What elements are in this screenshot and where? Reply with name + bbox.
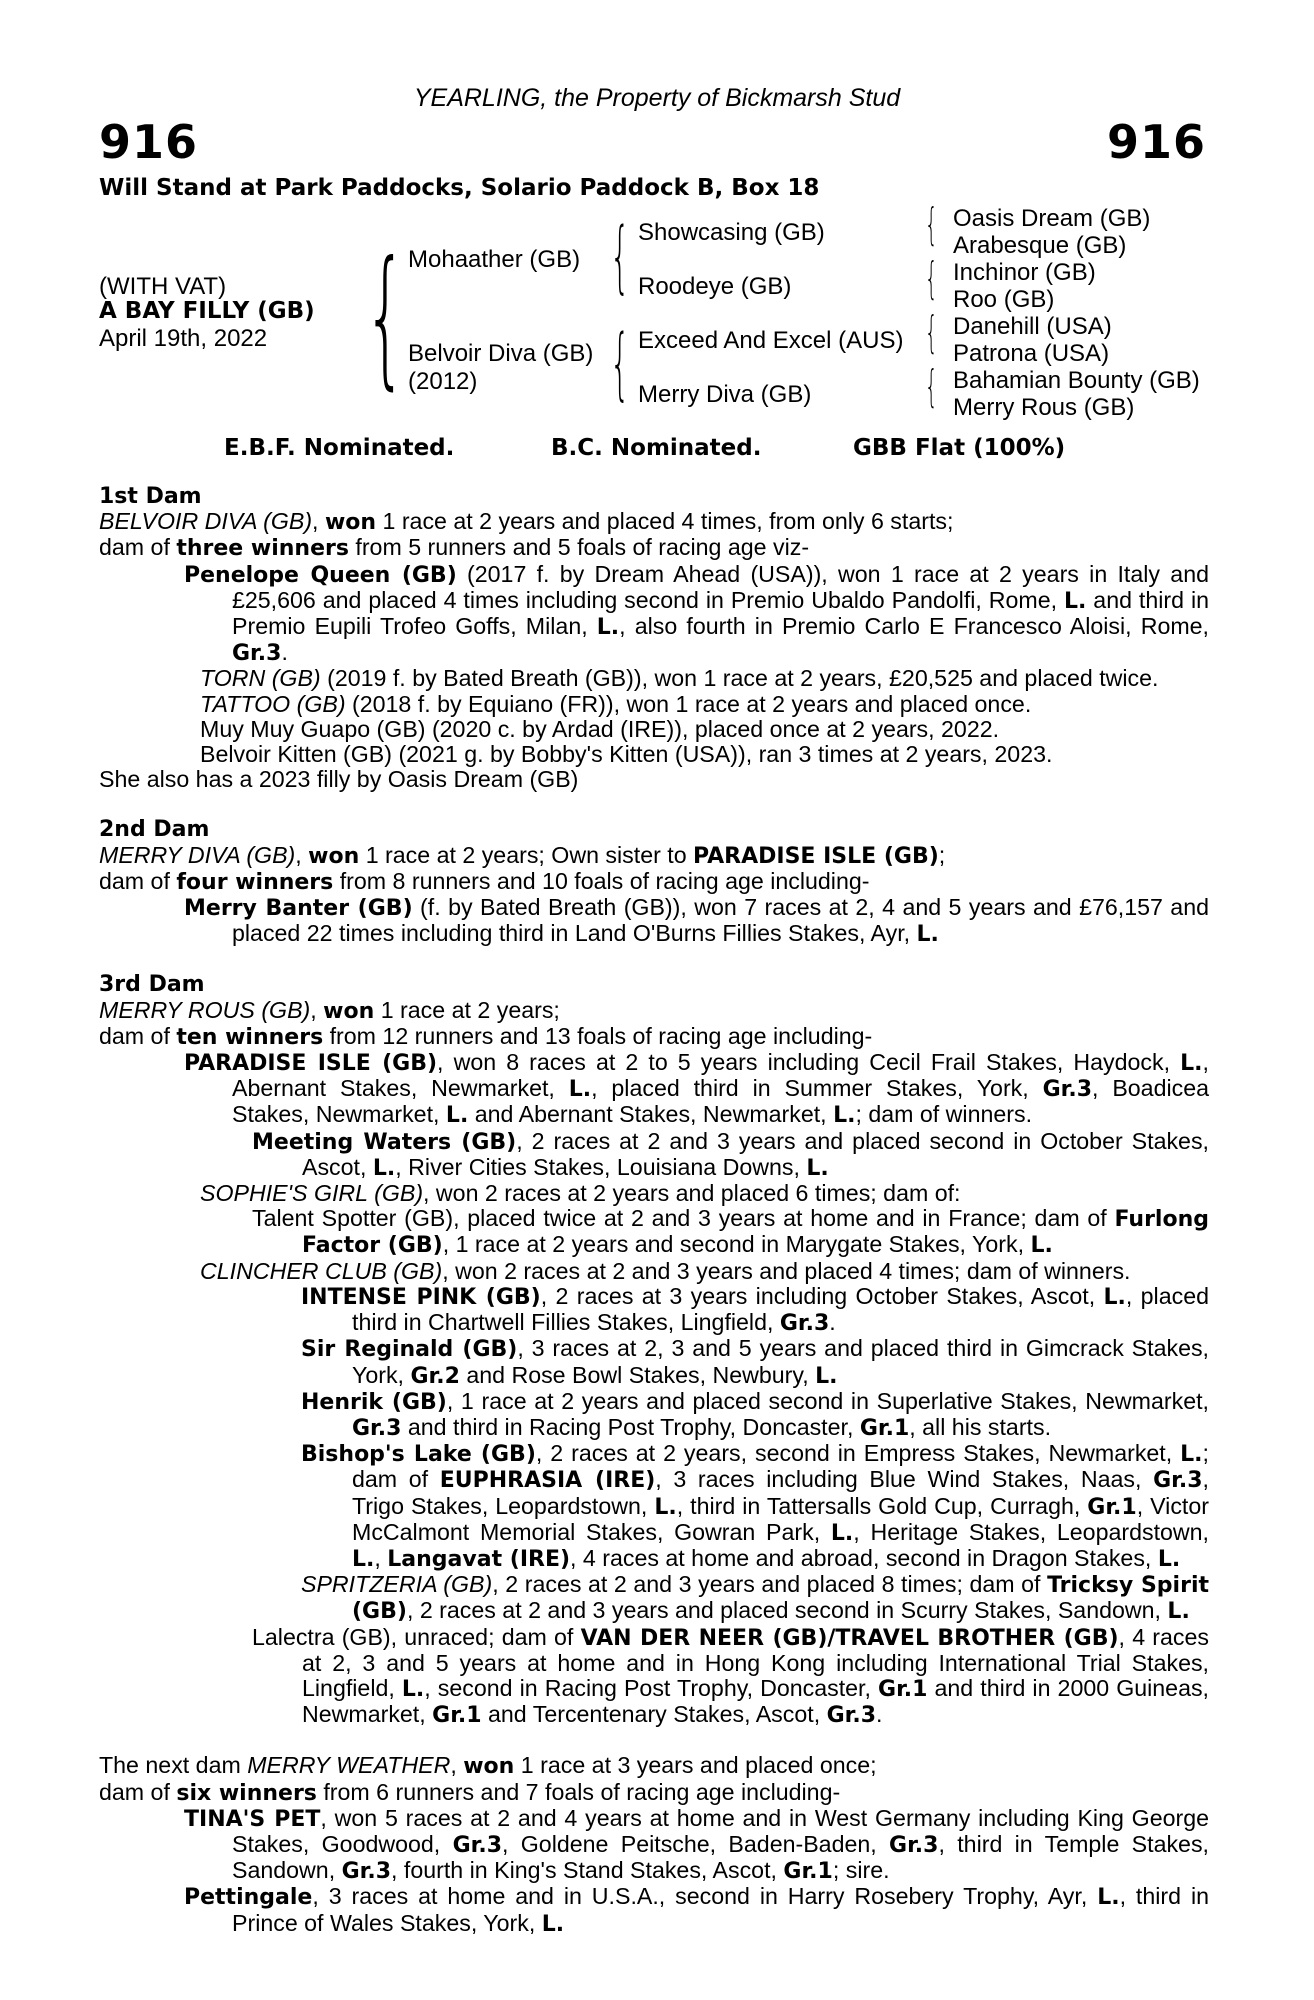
text: , 4 races at 2, 3 and 5 years at home and in Hong Kong including International Trial Stakes, Lingfield, (302, 1623, 1209, 1701)
first-dam-heading: 1st Dam (99, 484, 202, 509)
produce-talent-spotter (99, 1206, 1209, 1258)
won-label: won (324, 510, 377, 536)
text: , third in Tattersalls Gold Cup, Curragh, (676, 1492, 1088, 1519)
separator: , (310, 996, 324, 1023)
pedigree-brace-g1: { (925, 199, 938, 250)
text: , 1 race at 2 years and second in Marygate Stakes, York, (442, 1231, 1031, 1258)
foaling-date: April 19th, 2022 (99, 325, 268, 352)
horse-name: Sir Reginald (GB) (301, 1337, 518, 1363)
text: dam of (99, 1022, 177, 1049)
horse-name: Pettingale (184, 1885, 313, 1911)
text: , won 2 races at 2 years and placed 6 times; dam of: (423, 1180, 961, 1207)
text: , placed third in Chartwell Fillies Stakes, Lingfield, (352, 1282, 1209, 1336)
text: and third in 2000 Guineas, Newmarket, (302, 1674, 1209, 1728)
text: , also fourth in Premio Carlo E Francesco Aloisi, Rome, (619, 613, 1209, 640)
dam-name: MERRY DIVA (GB) (99, 841, 296, 868)
race-record: 1 race at 2 years and placed 4 times, from only 6 starts; (376, 508, 954, 535)
grade: L. (815, 1363, 838, 1389)
text: ; dam of winners. (855, 1101, 1033, 1128)
pedigree-g4: Roo (GB) (953, 286, 1055, 313)
text: ; sire. (832, 1857, 890, 1884)
separator: , (450, 1752, 464, 1779)
text: , won 8 races at 2 to 5 years including Cecil Frail Stakes, Haydock, (437, 1049, 1181, 1076)
lot-number-right: 916 (1106, 115, 1206, 169)
horse-name: A BAY FILLY (GB) (99, 298, 315, 324)
third-dam-line (99, 998, 1209, 1024)
bc-nomination: B.C. Nominated. (551, 435, 762, 461)
horse-name: PARADISE ISLE (GB) (693, 843, 939, 869)
grade: L. (654, 1494, 677, 1520)
text: , Victor McCalmont Memorial Stakes, Gowran Park, (352, 1492, 1209, 1545)
grade: Gr.3 (826, 1703, 877, 1729)
grade: L. (1103, 1284, 1126, 1310)
separator: , (295, 841, 309, 868)
ebf-nomination: E.B.F. Nominated. (224, 435, 455, 461)
produce-paradise-isle (99, 1050, 1209, 1129)
third-dam-produce-summary (99, 1024, 1209, 1050)
horse-name: SOPHIE'S GIRL (GB) (200, 1180, 424, 1207)
grade: Gr.1 (878, 1676, 928, 1702)
horse-name: TINA'S PET (184, 1806, 321, 1832)
stand-location: Will Stand at Park Paddocks, Solario Paddock B, Box 18 (99, 175, 820, 201)
grade: L. (596, 615, 620, 641)
grade: L. (401, 1676, 425, 1702)
grade: L. (445, 1103, 469, 1129)
next-dam-produce-summary (99, 1780, 1209, 1806)
grade: L. (1030, 1233, 1053, 1259)
text: , 2 races at 2 and 3 years and placed second in Scurry Stakes, Sandown, (406, 1597, 1168, 1624)
grade: Gr.3 (1042, 1077, 1093, 1103)
text: from 6 runners and 7 foals of racing age including- (316, 1778, 841, 1805)
text: , Boadicea Stakes, Newmarket, (232, 1075, 1210, 1128)
grade: L. (1064, 588, 1087, 614)
pedigree-g7: Bahamian Bounty (GB) (953, 367, 1200, 394)
page-subtitle: YEARLING, the Property of Bickmarsh Stud (413, 84, 901, 112)
grade: Gr.3 (452, 1832, 502, 1858)
text: and Tercentenary Stakes, Ascot, (481, 1701, 827, 1728)
text: , won 5 races at 2 and 4 years at home and in West Germany including King George Stakes, Goodwood, (232, 1804, 1210, 1857)
grade: L. (372, 1155, 396, 1181)
horse-name: INTENSE PINK (GB) (301, 1284, 541, 1310)
text: and Abernant Stakes, Newmarket, (468, 1101, 834, 1128)
text: . (876, 1701, 883, 1728)
horse-name: VAN DER NEER (GB)/TRAVEL BROTHER (GB) (580, 1625, 1119, 1651)
grade: L. (1180, 1051, 1203, 1077)
produce-bishops-lake (99, 1441, 1209, 1572)
produce-tattoo (99, 692, 1209, 717)
next-dam-line (99, 1753, 1209, 1779)
lot-number-left: 916 (99, 115, 199, 169)
grade: L. (1097, 1885, 1120, 1911)
winners-count: ten winners (176, 1024, 324, 1050)
produce-penelope-queen (99, 562, 1209, 667)
pedigree-dam-sire: Exceed And Excel (AUS) (638, 327, 904, 354)
text: , 3 races at 2, 3 and 5 years and placed third in Gimcrack Stakes, York, (352, 1335, 1209, 1388)
grade: Gr.3 (889, 1832, 939, 1858)
text: (2017 f. by Dream Ahead (USA)), won 1 race at 2 years in Italy and £25,606 and placed 4 times including second in Premio Ubaldo Pandolfi, Rome, (232, 560, 1209, 613)
text: , Trigo Stakes, Leopardstown, (352, 1466, 1209, 1519)
text: from 5 runners and 5 foals of racing age viz- (348, 534, 810, 561)
text: . (829, 1309, 836, 1336)
text: and Rose Bowl Stakes, Newbury, (459, 1361, 816, 1388)
pedigree-g2: Arabesque (GB) (953, 232, 1127, 259)
text: , 2 races at 2 years, second in Empress Stakes, Newmarket, (535, 1440, 1181, 1467)
grade: Gr.3 (779, 1311, 830, 1337)
horse-name: Henrik (GB) (301, 1389, 447, 1415)
text: (2018 f. by Equiano (FR)), won 1 race at 2 years and placed once. (345, 690, 1032, 717)
grade: Gr.1 (783, 1859, 833, 1885)
produce-intense-pink (99, 1284, 1209, 1336)
text: 1 race at 2 years; (374, 996, 560, 1023)
produce-clincher-club (99, 1259, 1209, 1284)
grade: L. (1167, 1599, 1190, 1625)
dam-name: BELVOIR DIVA (GB) (99, 508, 313, 535)
text: , 2 races at 3 years including October Stakes, Ascot, (540, 1282, 1104, 1309)
text: , Heritage Stakes, Leopardstown, (853, 1518, 1209, 1545)
vat-note: (WITH VAT) (99, 273, 227, 300)
grade: Gr.3 (352, 1415, 402, 1441)
produce-tinas-pet (99, 1806, 1209, 1885)
text: . (281, 639, 288, 666)
first-dam-line (99, 509, 1209, 535)
text: dam of (99, 1778, 177, 1805)
gbb-nomination: GBB Flat (100%) (853, 435, 1066, 461)
text: ; dam of (352, 1440, 1209, 1493)
text: , second in Racing Post Trophy, Doncaster, (424, 1674, 879, 1701)
text: ; (938, 841, 946, 868)
text: , (374, 1544, 388, 1571)
pedigree-dam: Belvoir Diva (GB) (408, 340, 594, 367)
text: Talent Spotter (GB), placed twice at 2 and 3 years at home and in France; dam of (252, 1205, 1115, 1232)
text: , placed third in Summer Stakes, York, (591, 1075, 1043, 1102)
second-dam-heading: 2nd Dam (99, 817, 210, 843)
horse-name: Meeting Waters (GB) (252, 1129, 517, 1155)
won-label: won (308, 843, 360, 869)
text: dam of (99, 534, 177, 561)
produce-belvoir-kitten: Belvoir Kitten (GB) (2021 g. by Bobby's Kitten (USA)), ran 3 times at 2 years, 2023. (200, 741, 1053, 768)
produce-meeting-waters (99, 1129, 1209, 1181)
separator: , (312, 508, 325, 535)
first-dam-produce-summary (99, 535, 1209, 561)
pedigree-sire-sire: Showcasing (GB) (638, 219, 825, 246)
grade: Gr.1 (1087, 1494, 1137, 1520)
text: , 1 race at 2 years and placed second in Superlative Stakes, Newmarket, (446, 1387, 1209, 1414)
text: , Abernant Stakes, Newmarket, (232, 1049, 1209, 1102)
text: from 12 runners and 13 foals of racing age including- (323, 1022, 873, 1049)
horse-name: Tricksy Spirit (GB) (352, 1573, 1210, 1625)
grade: Gr.3 (341, 1859, 392, 1885)
text: , all his starts. (909, 1413, 1052, 1440)
text: , 3 races at home and in U.S.A., second in Harry Rosebery Trophy, Ayr, (312, 1883, 1098, 1910)
grade: Gr.1 (432, 1703, 482, 1729)
pedigree-brace-main: { (364, 230, 407, 404)
text: The next dam (99, 1752, 248, 1779)
horse-name: Penelope Queen (GB) (184, 562, 457, 588)
pedigree-sire: Mohaather (GB) (408, 246, 581, 273)
produce-muy-muy-guapo: Muy Muy Guapo (GB) (2020 c. by Ardad (IRE)), placed once at 2 years, 2022. (200, 715, 1000, 742)
second-dam-line (99, 843, 1209, 869)
pedigree-brace-dam: { (610, 319, 630, 409)
text: 1 race at 3 years and placed once; (514, 1752, 877, 1779)
horse-name: TATTOO (GB) (200, 690, 346, 717)
pedigree-g3: Inchinor (GB) (953, 259, 1096, 286)
pedigree-brace-g4: { (925, 361, 938, 412)
text: , fourth in King's Stand Stakes, Ascot, (391, 1857, 784, 1884)
winners-count: six winners (176, 1780, 317, 1806)
horse-name: Merry Banter (GB) (184, 896, 413, 922)
catalogue-body (99, 484, 1209, 1937)
produce-pettingale (99, 1884, 1209, 1936)
grade: L. (1180, 1442, 1203, 1468)
horse-name: Langavat (IRE) (387, 1546, 571, 1572)
text: and third in Racing Post Trophy, Doncaster, (401, 1413, 860, 1440)
text: (2019 f. by Bated Breath (GB)), won 1 race at 2 years, £20,525 and placed twice. (320, 665, 1159, 692)
text: 1 race at 2 years; Own sister to (359, 841, 694, 868)
grade: L. (352, 1546, 375, 1572)
produce-henrik (99, 1389, 1209, 1441)
grade: L. (806, 1155, 829, 1181)
grade: Gr.1 (859, 1415, 910, 1441)
horse-name: Furlong Factor (GB) (302, 1207, 1209, 1259)
winners-count: four winners (176, 869, 334, 895)
grade: Gr.3 (1153, 1468, 1203, 1494)
second-dam-produce-summary (99, 869, 1209, 895)
text: dam of (99, 867, 177, 894)
horse-name: SPRITZERIA (GB) (301, 1571, 493, 1598)
text: , 2 races at 2 and 3 years and placed 8 times; dam of (492, 1571, 1048, 1598)
winners-count: three winners (176, 536, 349, 562)
horse-name: PARADISE ISLE (GB) (184, 1051, 438, 1077)
grade: L. (830, 1520, 854, 1546)
text: from 8 runners and 10 foals of racing age including- (333, 867, 870, 894)
dam-name: MERRY ROUS (GB) (99, 996, 311, 1023)
pedigree-dam-year: (2012) (408, 368, 478, 395)
won-label: won (463, 1754, 515, 1780)
pedigree-brace-g3: { (925, 307, 938, 358)
pedigree-g1: Oasis Dream (GB) (953, 205, 1151, 232)
grade: Gr.2 (410, 1363, 460, 1389)
grade: Gr.3 (232, 641, 282, 667)
text: Lalectra (GB), unraced; dam of (252, 1623, 581, 1650)
grade: L. (833, 1103, 856, 1129)
won-label: won (323, 998, 375, 1024)
text: , 2 races at 2 and 3 years and placed second in October Stakes, Ascot, (302, 1127, 1209, 1180)
produce-2023-filly: She also has a 2023 filly by Oasis Dream (GB) (99, 766, 579, 793)
text: , 4 races at home and abroad, second in Dragon Stakes, (570, 1544, 1158, 1571)
pedigree-brace-sire: { (610, 212, 630, 302)
produce-spritzeria (99, 1572, 1209, 1624)
grade: L. (1157, 1546, 1181, 1572)
horse-name: CLINCHER CLUB (GB) (200, 1257, 443, 1284)
horse-name: TORN (GB) (200, 665, 321, 692)
grade: L. (541, 1911, 565, 1937)
horse-name: Bishop's Lake (GB) (301, 1442, 536, 1468)
produce-sophies-girl (99, 1181, 1209, 1206)
pedigree-g6: Patrona (USA) (953, 340, 1110, 367)
pedigree-dam-dam: Merry Diva (GB) (638, 381, 812, 408)
produce-torn (99, 666, 1209, 691)
text: , third in Temple Stakes, Sandown, (232, 1830, 1209, 1884)
text: , River Cities Stakes, Louisiana Downs, (395, 1153, 807, 1180)
text: , third in Prince of Wales Stakes, York, (232, 1883, 1209, 1936)
horse-name: EUPHRASIA (IRE) (439, 1468, 656, 1494)
text: and third in Premio Eupili Trofeo Goffs, Milan, (232, 586, 1209, 640)
pedigree-g8: Merry Rous (GB) (953, 394, 1135, 421)
grade: L. (916, 922, 939, 948)
produce-merry-banter (99, 895, 1209, 947)
third-dam-heading: 3rd Dam (99, 972, 205, 998)
dam-name: MERRY WEATHER (247, 1752, 451, 1779)
produce-lalectra (99, 1625, 1209, 1729)
produce-sir-reginald (99, 1336, 1209, 1388)
text: (f. by Bated Breath (GB)), won 7 races at 2, 4 and 5 years and £76,157 and placed 22 times including third in Land O'Burns Fillies Stakes, Ayr, (232, 894, 1209, 947)
grade: L. (568, 1077, 592, 1103)
pedigree-g5: Danehill (USA) (953, 313, 1112, 340)
text: , won 2 races at 2 and 3 years and placed 4 times; dam of winners. (442, 1257, 1131, 1284)
pedigree-brace-g2: { (925, 253, 938, 304)
pedigree-sire-dam: Roodeye (GB) (638, 273, 792, 300)
text: , 3 races including Blue Wind Stakes, Naas, (655, 1466, 1154, 1493)
text: , Goldene Peitsche, Baden-Baden, (502, 1830, 890, 1857)
